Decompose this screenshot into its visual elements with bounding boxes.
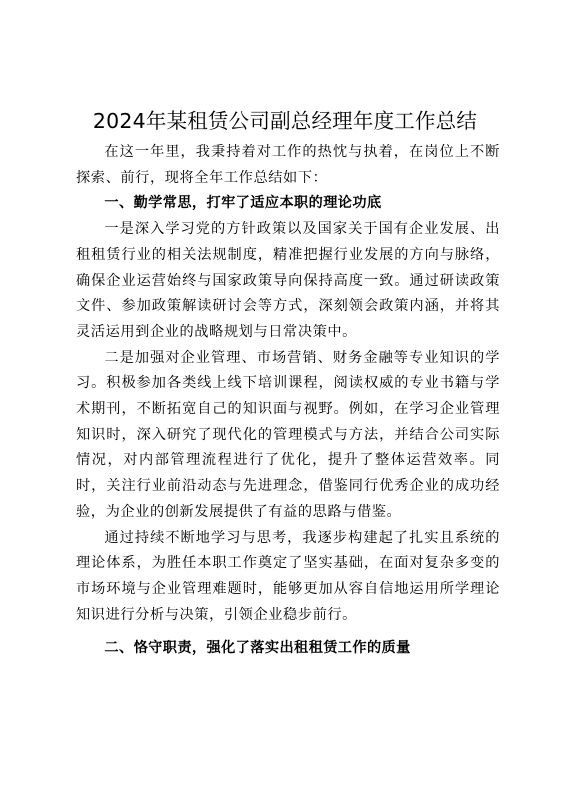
intro-paragraph: 在这一年里，我秉持着对工作的热忱与执着，在岗位上不断探索、前行，现将全年工作总结如下： — [76, 144, 500, 186]
section-2-heading: 二、恪守职责，强化了落实出租租赁工作的质量 — [104, 640, 411, 657]
document-body — [76, 140, 500, 662]
section-1-paragraph-3: 通过持续不断地学习与思考，我逐步构建起了扎实且系统的理论体系，为胜任本职工作奠定了坚实基础，在面对复杂多变的市场环境与企业管理难题时，能够更加从容自信地运用所学理论知识进行分析与决策，引领企业稳步前行。 — [76, 529, 500, 623]
section-1-paragraph-1: 一是深入学习党的方针政策以及国家关于国有企业发展、出租租赁行业的相关法规制度，精准把握行业发展的方向与脉络，确保企业运营始终与国家政策导向保持高度一致。通过研读政策文件、参加政策解读研讨会等方式，深刻领会政策内涵，并将其灵活运用到企业的战略规划与日常决策中。 — [76, 221, 500, 340]
section-1-heading: 一、勤学常思，打牢了适应本职的理论功底 — [104, 195, 382, 212]
document-title: 2024年某租赁公司副总经理年度工作总结 — [92, 109, 478, 133]
section-1-paragraph-2: 二是加强对企业管理、市场营销、财务金融等专业知识的学习。积极参加各类线上线下培训课程，阅读权威的专业书籍与学术期刊，不断拓宽自己的知识面与视野。例如，在学习企业管理知识时，深入研究了现代化的管理模式与方法，并结合公司实际情况，对内部管理流程进行了优化，提升了整体运营效率。同时，关注行业前沿动态与先进理念，借鉴同行优秀企业的成功经验，为企业的创新发展提供了有益的思路与借鉴。 — [76, 349, 500, 520]
